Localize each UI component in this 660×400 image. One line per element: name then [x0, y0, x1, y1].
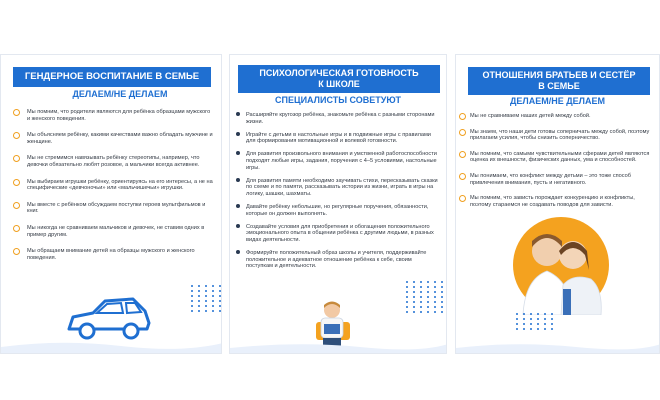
list-item: Мы обращаем внимание детей на образцы мужского и женского поведения.	[1, 248, 221, 261]
decorative-wave	[456, 339, 660, 354]
bullet-ring-icon	[459, 173, 466, 180]
advice-list	[456, 113, 659, 217]
decorative-wave	[1, 337, 222, 354]
bullet-ring-icon	[13, 109, 20, 116]
list-item: Расширяйте кругозор ребёнка, знакомьте ребёнка с разными сторонами жизни.	[230, 112, 446, 125]
poster-title-line2: К ШКОЛЕ	[318, 79, 360, 89]
poster-subtitle: ДЕЛАЕМ/НЕ ДЕЛАЕМ	[510, 96, 605, 106]
decorative-dots	[406, 281, 445, 313]
bullet-dot-icon	[236, 250, 240, 254]
bullet-ring-icon	[13, 155, 20, 162]
poster-school-readiness	[229, 54, 447, 354]
list-item: Играйте с детьми в настольные игры и в подвижные игры с правилами для формирования мотивационной и волевой готовности.	[230, 132, 446, 145]
poster-title-line2: В СЕМЬЕ	[538, 81, 580, 91]
bullet-dot-icon	[236, 151, 240, 155]
list-item: Мы никогда не сравниваем мальчиков и девочек, не ставим одних в пример другим.	[1, 225, 221, 238]
poster-title	[468, 67, 650, 95]
bullet-dot-icon	[236, 112, 240, 116]
poster-title-line1: ПСИХОЛОГИЧЕСКАЯ ГОТОВНОСТЬ	[259, 68, 419, 78]
list-item: Мы понимаем, что конфликт между детьми – это тоже способ привлечения внимания, пусть и негативного.	[456, 173, 659, 186]
list-item: Для развития памяти необходимо заучивать стихи, пересказывать сказки по схеме и по памяти, рассказывать истории из жизни, играть в игры на логику, шашки, шахматы.	[230, 178, 446, 198]
poster-gender-education	[0, 54, 222, 354]
poster-subtitle: СПЕЦИАЛИСТЫ СОВЕТУЮТ	[275, 95, 401, 105]
list-item: Давайте ребёнку небольшие, но регулярные поручения, обязанности, которые он должен выполнять.	[230, 204, 446, 217]
list-item: Мы выбираем игрушки ребёнку, ориентируясь на его интересы, а не на специфические «девчоночьи» или «мальчишечьи» игрушки.	[1, 179, 221, 192]
bullet-ring-icon	[459, 113, 466, 120]
car-icon	[63, 293, 153, 343]
advice-list	[230, 112, 446, 276]
bullet-ring-icon	[459, 195, 466, 202]
poster-title-line1: ОТНОШЕНИЯ БРАТЬЕВ И СЕСТЁР	[482, 70, 636, 80]
decorative-wave	[230, 339, 447, 354]
advice-list	[1, 109, 221, 271]
list-item: Мы не сравниваем наших детей между собой.	[456, 113, 659, 120]
list-item: Мы объясняем ребёнку, какими качествами важно обладать мужчине и женщине.	[1, 132, 221, 145]
list-item: Мы помним, что родители являются для ребёнка образцами мужского и женского поведения.	[1, 109, 221, 122]
bullet-ring-icon	[13, 132, 20, 139]
bullet-ring-icon	[459, 151, 466, 158]
list-item: Мы помним, что зависть порождает конкуренцию и конфликты, поэтому стараемся не создавать поводов для зависти.	[456, 195, 659, 208]
list-item: Мы вместе с ребёнком обсуждаем поступки героев мультфильмов и книг.	[1, 202, 221, 215]
poster-title	[238, 65, 440, 93]
poster-title: ГЕНДЕРНОЕ ВОСПИТАНИЕ В СЕМЬЕ	[13, 67, 211, 87]
list-item: Мы не стремимся навязывать ребёнку стереотипы, например, что девочки обязательно любят розовое, а мальчики всегда активнее.	[1, 155, 221, 168]
bullet-ring-icon	[13, 202, 20, 209]
bullet-dot-icon	[236, 204, 240, 208]
list-item: Формируйте положительный образ школы и учителя, поддерживайте положительное и адекватное отношение ребёнка к себе, своим поступкам и деятельности.	[230, 250, 446, 270]
bullet-dot-icon	[236, 132, 240, 136]
list-item: Создавайте условия для приобретения и обогащения положительного эмоционального опыта в общении ребёнка с другими людьми, в разных видах деятельности.	[230, 224, 446, 244]
bullet-ring-icon	[13, 179, 20, 186]
list-item: Мы помним, что самыми чувствительными сферами детей являются оценка их внешности, физических данных, ума и способностей.	[456, 151, 659, 164]
children-hugging-illustration	[511, 215, 611, 315]
bullet-dot-icon	[236, 224, 240, 228]
decorative-dots	[516, 313, 555, 330]
poster-subtitle: ДЕЛАЕМ/НЕ ДЕЛАЕМ	[72, 89, 168, 99]
list-item: Мы знаем, что наши дети готовы соперничать между собой, поэтому прилагаем усилия, чтобы снизить соперничество.	[456, 129, 659, 142]
bullet-ring-icon	[459, 129, 466, 136]
bullet-dot-icon	[236, 178, 240, 182]
bullet-ring-icon	[13, 225, 20, 232]
bullet-ring-icon	[13, 248, 20, 255]
decorative-dots	[191, 285, 222, 312]
poster-siblings-relations	[455, 54, 660, 354]
list-item: Для развития произвольного внимания и умственной работоспособности подходят любые игры, задания, поручения с 4–5 условиями, настольные игры.	[230, 151, 446, 171]
